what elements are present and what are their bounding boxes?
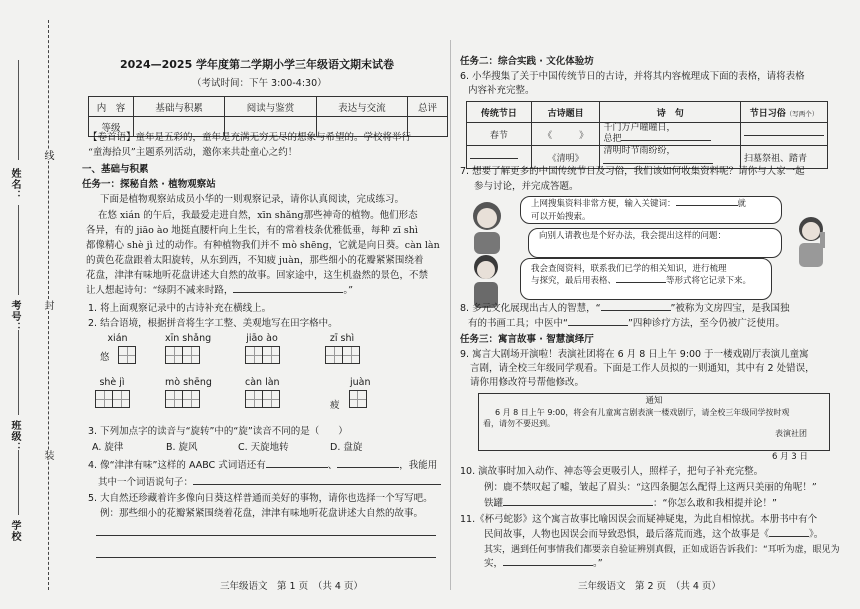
- passage-line: 花盘，津津有味地听花盘讲述大自然的故事。回家途中，这生机盎然的景色，不禁: [86, 270, 429, 281]
- table-cell[interactable]: 《 》: [531, 123, 600, 146]
- question-11: 其实，遇到任何事情我们都要亲自验证辨别真假，正如成语告诉我们：“耳听为虚，眼见为: [484, 545, 840, 555]
- pinyin-label: shè jì: [99, 377, 125, 388]
- notice-signature: 表演社团: [775, 429, 807, 438]
- question-10: 10. 演故事时加入动作、神态等会更吸引人，照样子，把句子补充完整。: [460, 466, 764, 477]
- score-head: 阅读与鉴赏: [225, 97, 316, 117]
- q4-text: ，我能用: [399, 460, 438, 471]
- festival-table: [466, 101, 828, 169]
- tian-grid[interactable]: [262, 390, 280, 408]
- question-11: 11.《杯弓蛇影》这个寓言故事比喻因误会而疑神疑鬼，为此自相惊扰。本册书中有个: [460, 514, 818, 525]
- question-7: 7. 想要了解更多的中国传统节日及习俗，我们该如何收集资料呢？请你与大家一起: [460, 166, 805, 177]
- q4-text: 4. 像“津津有味”这样的 AABC 式词语还有: [88, 460, 266, 471]
- question-6: 6. 小华搜集了关于中国传统节日的古诗，并将其内容梳理成下面的表格，请将表格: [460, 71, 805, 82]
- bubble-text: 我会查阅资料，联系我们已学的相关知识，进行梳理: [531, 264, 727, 274]
- pinyin-label: zī shì: [329, 333, 355, 344]
- notice-date: 6 月 3 日: [772, 452, 808, 462]
- tian-grid[interactable]: [165, 346, 183, 364]
- intro-line: 【卷首语】童年是五彩的，童年是充满无穷无尽的想象与希望的。学校将举行: [88, 132, 412, 143]
- bubble-text: 与探究，最后用表格、: [531, 276, 617, 286]
- form-blank[interactable]: [616, 282, 666, 283]
- q8-blank[interactable]: [601, 310, 671, 311]
- question-2: 2. 结合语境，根据拼音将生字工整、美观地写在田字格中。: [88, 318, 338, 329]
- observation-passage: [86, 208, 440, 298]
- poem-line: 总把: [603, 134, 622, 144]
- poem-line: 清明时节雨纷纷，: [603, 146, 676, 156]
- boy-illustration: [790, 212, 832, 274]
- pinyin-cell-pair: [95, 377, 129, 412]
- question-11: [484, 528, 823, 542]
- q3-option[interactable]: C. 天旋地转: [238, 442, 289, 453]
- q8-text: 有的书画工具；中医中“: [468, 318, 568, 329]
- pinyin-cell-pair: [165, 377, 212, 412]
- task-heading: 任务三：寓言故事 · 智慧演绎厅: [460, 334, 594, 345]
- seat-line: [18, 205, 19, 295]
- q11-text: 民间故事，人物也因误会而导致恐惧，最后落荒而逃，这个故事是《: [484, 529, 770, 540]
- notice-body[interactable]: 看，请勿不要迟到。: [483, 419, 555, 428]
- tian-grid[interactable]: [165, 390, 183, 408]
- passage-line: 的黄色花盘跟着太阳旋转，从东到西，不知疲 juàn，那些细小的花瓣紧紧围绕着: [86, 255, 424, 266]
- q10-example: 例：鹿不禁叹起了嘘，皱起了眉头：“这四条腿怎么配得上这两只美丽的角呢！”: [484, 482, 817, 493]
- q4-blank[interactable]: [337, 467, 399, 468]
- speech-bubble: [520, 196, 782, 224]
- q11-text: 》。: [809, 529, 824, 540]
- notice-title: 通知: [645, 396, 663, 406]
- tian-grid[interactable]: [112, 390, 130, 408]
- intro-line: “童海拾贝”主题系列活动，邀你来共赴童心之约！: [88, 147, 298, 158]
- pinyin-cell-pair: [325, 333, 359, 368]
- q3-option[interactable]: D. 盘旋: [330, 442, 363, 453]
- bubble-text: 上网搜集资料非常方便，输入关键词：: [531, 199, 676, 209]
- poem-blank[interactable]: [621, 140, 711, 141]
- score-cell[interactable]: [408, 117, 448, 137]
- q5-example: 例：那些细小的花瓣紧紧围绕着花盘，津津有味地听花盘讲述大自然的故事。: [100, 508, 424, 519]
- exam-time: （考试时间：下午 3:00-4:30）: [192, 78, 327, 89]
- poem-blank[interactable]: [603, 163, 713, 164]
- girl-illustration: [462, 196, 512, 256]
- given-char: 疲: [330, 400, 340, 411]
- question-3: 3. 下列加点字的读音与“旋转”中的“旋”读音不同的是（ ）: [88, 426, 348, 437]
- tian-grid[interactable]: [262, 346, 280, 364]
- tian-grid[interactable]: [342, 346, 360, 364]
- q4-sentence-blank[interactable]: [193, 484, 441, 485]
- table-header: [741, 102, 828, 123]
- exam-title: 2024—2025 学年度第二学期小学三年级语文期末试卷: [120, 58, 395, 71]
- bubble-text: 向别人请教也是个好办法，我会提出这样的问题：: [539, 231, 727, 241]
- page-divider: [450, 40, 451, 590]
- name-line: [18, 60, 19, 160]
- q8-blank[interactable]: [568, 325, 628, 326]
- tian-grid[interactable]: [182, 390, 200, 408]
- q8-text: ”四种诊疗方法，至今仍被广泛使用。: [627, 318, 785, 329]
- question-1: 1. 将上面观察记录中的古诗补充在横线上。: [88, 303, 272, 314]
- table-header-note: （写两个）: [785, 109, 819, 118]
- q10-blank[interactable]: [503, 505, 653, 506]
- bubble-text: 就: [737, 199, 747, 209]
- speech-bubble: [520, 258, 772, 300]
- question-4: 4. 像“津津有味”这样的 AABC 式词语还有 、 ，我能用: [88, 460, 438, 471]
- pinyin-cell-pair: [100, 333, 135, 368]
- question-9: 9. 寓言大剧场开演啦！表演社团将在 6 月 8 日上午 9:00 于一楼戏剧厅表演儿童寓: [460, 349, 809, 360]
- notice-box: [478, 393, 830, 451]
- passage-line: 都像精心 shè jì 过的动作。有种植物我们并不 mò shēng，它就是向日葵。càn làn: [86, 240, 440, 251]
- q3-option[interactable]: A. 旋律: [92, 442, 124, 453]
- q8-text: 8. 多元文化展现出古人的智慧，“: [460, 303, 601, 314]
- fold-mark: 线: [42, 150, 53, 161]
- section-heading: 一、基础与积累: [82, 164, 149, 175]
- pinyin-label: juàn: [350, 377, 371, 388]
- passage-line: 在悠 xián 的午后，我最爱走进自然，xīn shǎng那些神奇的植物。他们形态: [98, 210, 418, 221]
- fold-mark: 封: [42, 300, 53, 311]
- given-char: 悠: [100, 352, 110, 363]
- score-head: 表达与交流: [316, 97, 407, 117]
- question-6: 内容补充完整。: [468, 85, 535, 96]
- q4-text: 其中一个词语说句子：: [98, 477, 194, 488]
- pinyin-label: xián: [107, 333, 128, 344]
- q11-blank[interactable]: [769, 536, 809, 537]
- score-head: 内 容: [89, 97, 134, 117]
- q11-text: 实，: [484, 558, 504, 569]
- answer-line[interactable]: [96, 557, 436, 558]
- class-line: [18, 330, 19, 415]
- school-label: 学校: [9, 520, 20, 542]
- q4-blank[interactable]: [266, 467, 328, 468]
- poem-line: 千门万户曈曈日，: [603, 123, 676, 133]
- q11-blank[interactable]: [503, 565, 593, 566]
- bubble-text: 可以开始搜索。: [531, 212, 591, 222]
- tian-grid[interactable]: [349, 390, 367, 408]
- pinyin-label: jiāo ào: [246, 333, 278, 344]
- score-head: 基础与积累: [134, 97, 225, 117]
- table-header: 诗 句: [600, 102, 741, 123]
- seat-label: 考号：: [9, 300, 20, 333]
- question-7: 参与讨论，并完成答题。: [474, 181, 579, 192]
- lead-text: 下面是植物观察站成员小华的一则观察记录，请你认真阅读，完成练习。: [100, 194, 405, 205]
- question-4-sentence: [98, 476, 441, 490]
- table-cell: [600, 123, 741, 146]
- custom-blank-cell[interactable]: [741, 123, 828, 146]
- notice-body[interactable]: 6 月 8 日上午 9:00，将会有儿童寓言剧表演一楼戏剧厅，请全校三年级同学按时观: [495, 408, 790, 417]
- task-heading: 任务二：综合实践 · 文化体验坊: [460, 56, 594, 67]
- table-header-text: 节日习俗: [749, 108, 786, 119]
- question-8: [468, 317, 785, 331]
- pinyin-cell-pair: [165, 333, 211, 368]
- pinyin-label: mò shēng: [165, 377, 212, 388]
- tian-grid[interactable]: [245, 346, 263, 364]
- q3-option[interactable]: B. 旋风: [166, 442, 198, 453]
- table-header: 古诗题目: [531, 102, 600, 123]
- pinyin-label: càn làn: [245, 377, 280, 388]
- table-cell: 春节: [467, 123, 532, 146]
- tian-grid[interactable]: [245, 390, 263, 408]
- q11-text: 。”: [593, 558, 603, 569]
- page-footer: 三年级语文 第 1 页 （共 4 页）: [220, 581, 363, 592]
- question-8: [460, 302, 789, 316]
- answer-line[interactable]: [96, 535, 436, 536]
- tian-grid[interactable]: [325, 346, 343, 364]
- question-5: 5. 大自然还珍藏着许多像向日葵这样普通而美好的事物，请你也选择一个写写吧。: [88, 493, 433, 504]
- pinyin-cell-pair: [245, 333, 279, 368]
- table-cell: 《清明》: [531, 146, 600, 169]
- pinyin-cell-pair: [245, 377, 280, 412]
- question-11: [484, 557, 603, 571]
- passage-end: 。”: [343, 285, 353, 296]
- pinyin-label: xīn shǎng: [165, 333, 212, 344]
- passage-line: 各异，有的 jiāo ào 地挺直腰杆向上生长，有的常着枝条优雅低垂，每种 zī shì: [86, 225, 418, 236]
- class-label: 班级：: [9, 420, 20, 453]
- school-line: [18, 450, 19, 515]
- tian-grid[interactable]: [95, 390, 113, 408]
- tian-grid[interactable]: [118, 346, 136, 364]
- pinyin-cell-pair: [330, 377, 371, 413]
- question-9: 请你用修改符号帮他修改。: [470, 377, 585, 388]
- fold-mark: 装: [42, 450, 53, 461]
- page-footer: 三年级语文 第 2 页 （共 4 页）: [578, 581, 721, 592]
- score-head: 总评: [408, 97, 448, 117]
- bubble-text: 等形式将它记录下来。: [666, 276, 752, 286]
- poem-answer-blank[interactable]: [233, 292, 343, 293]
- name-label: 姓名：: [9, 168, 20, 201]
- passage-line: 让人想起诗句：“绿阴不减来时路，: [86, 285, 234, 296]
- q10-answer: [484, 497, 777, 511]
- score-row-label: 等级: [89, 117, 134, 137]
- question-9: 言剧，请全校三年级同学观看。下面是工作人员拟的一则通知，其中有 2 处错误，: [470, 363, 815, 374]
- keyword-blank[interactable]: [676, 205, 738, 206]
- task-heading: 任务一：探秘自然 · 植物观察站: [82, 179, 216, 190]
- speech-bubble: [528, 228, 782, 258]
- q10-text: 铁罐: [484, 498, 504, 509]
- table-header: 传统节日: [467, 102, 532, 123]
- tian-grid[interactable]: [182, 346, 200, 364]
- q10-text: ：“你怎么敢和我相提并论！”: [653, 498, 777, 509]
- table-cell: 扫墓祭祖、踏青: [741, 146, 828, 169]
- q8-text: ”被称为文房四宝，是我国独: [670, 303, 790, 314]
